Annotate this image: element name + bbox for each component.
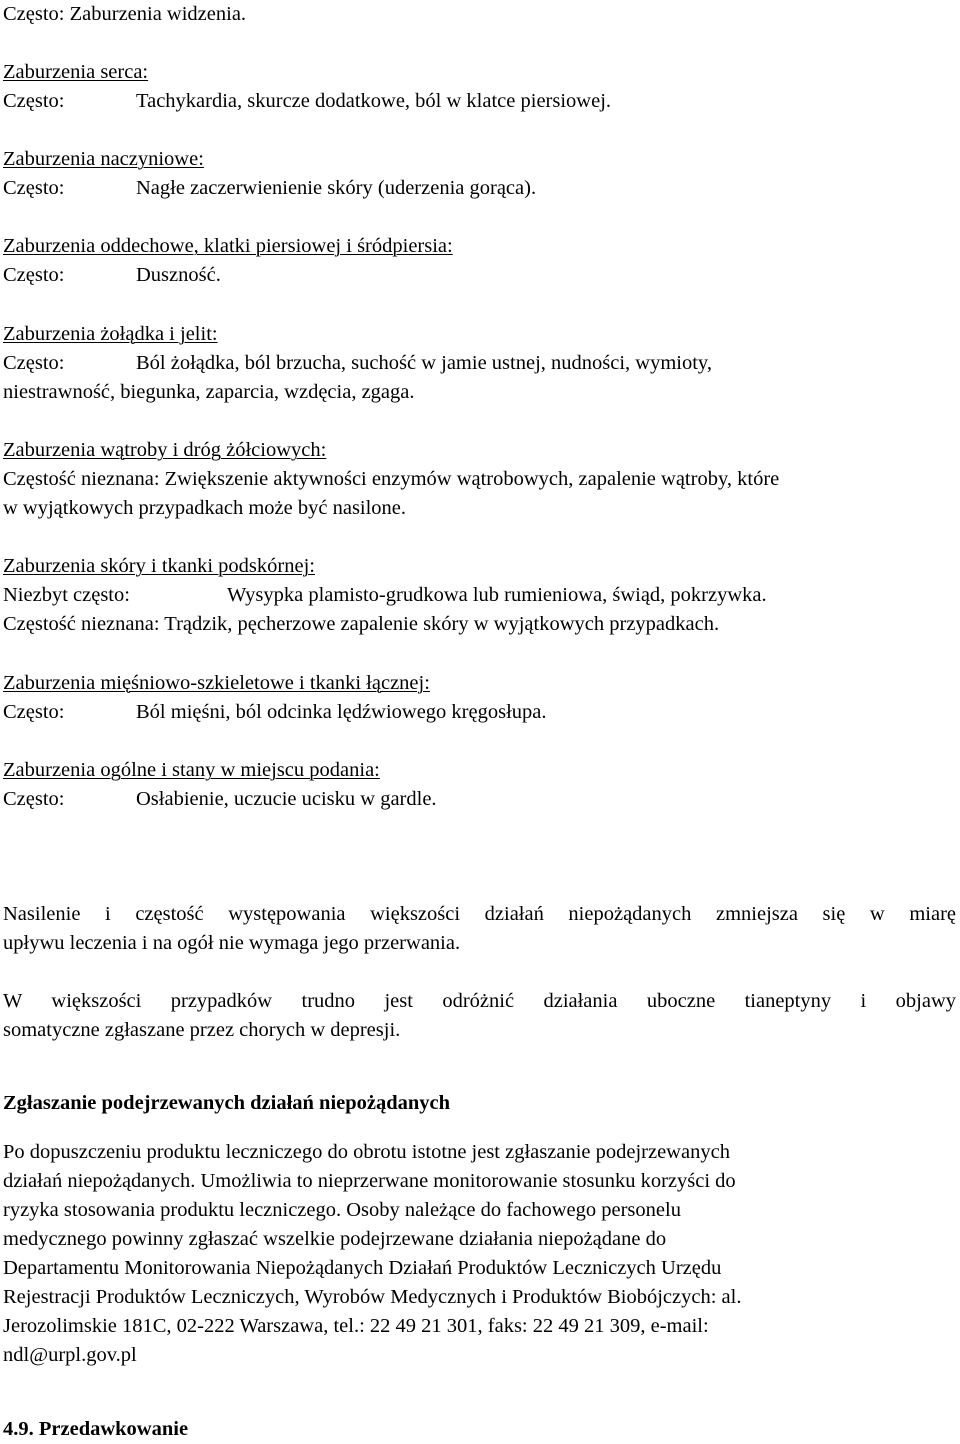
- frequency-line: [3, 698, 547, 727]
- reporting-heading: Zgłaszanie podejrzewanych działań niepożądanych: [3, 1092, 451, 1114]
- frequency-label: Często:: [3, 788, 65, 810]
- section-heading: Zaburzenia serca:: [3, 61, 149, 83]
- section-heading: Zaburzenia żołądka i jelit:: [3, 323, 218, 345]
- section-title: 4.9. Przedawkowanie: [3, 1418, 189, 1440]
- frequency-line: [3, 581, 767, 610]
- reporting-line: Departamentu Monitorowania Niepożądanych Działań Produktów Leczniczych Urzędu: [3, 1257, 722, 1279]
- paragraph-line: somatyczne zgłaszane przez chorych w depresji.: [3, 1019, 401, 1041]
- reporting-line: medycznego powinny zgłaszać wszelkie podejrzewane działania niepożądane do: [3, 1228, 667, 1250]
- frequency-text: Ból mięśni, ból odcinka lędźwiowego kręgosłupa.: [136, 701, 547, 723]
- frequency-label: Niezbyt często:: [3, 584, 130, 606]
- reporting-line: działań niepożądanych. Umożliwia to nieprzerwane monitorowanie stosunku korzyści do: [3, 1170, 736, 1192]
- section-heading: Zaburzenia mięśniowo-szkieletowe i tkanki łącznej:: [3, 672, 430, 694]
- reporting-line: Rejestracji Produktów Leczniczych, Wyrobów Medycznych i Produktów Biobójczych: al.: [3, 1286, 742, 1308]
- frequency-text-continued: niestrawność, biegunka, zaparcia, wzdęcia, zgaga.: [3, 381, 415, 403]
- email-text: ndl@urpl.gov.pl: [3, 1344, 137, 1366]
- frequency-line: [3, 261, 221, 290]
- frequency-text: Nagłe zaczerwienienie skóry (uderzenia gorąca).: [136, 177, 537, 199]
- paragraph-line: upływu leczenia i na ogół nie wymaga jego przerwania.: [3, 932, 461, 954]
- frequency-line: Często: Zaburzenia widzenia.: [3, 3, 247, 25]
- frequency-line: [3, 174, 536, 203]
- reporting-line: ryzyka stosowania produktu leczniczego. Osoby należące do fachowego personelu: [3, 1199, 681, 1221]
- frequency-label: Często:: [3, 701, 65, 723]
- frequency-text: Tachykardia, skurcze dodatkowe, ból w klatce piersiowej.: [136, 90, 612, 112]
- frequency-label: Często:: [3, 352, 65, 374]
- frequency-label: Często:: [3, 90, 65, 112]
- paragraph-line: W większości przypadków trudno jest odróżnić działania uboczne tianeptyny i objawy: [3, 990, 956, 1012]
- frequency-line: [3, 87, 611, 116]
- frequency-line: Częstość nieznana: Zwiększenie aktywności enzymów wątrobowych, zapalenie wątroby, które: [3, 468, 780, 490]
- frequency-text: Ból żołądka, ból brzucha, suchość w jamie ustnej, nudności, wymioty,: [136, 352, 712, 374]
- frequency-text-continued: w wyjątkowych przypadkach może być nasilone.: [3, 497, 407, 519]
- section-heading: Zaburzenia skóry i tkanki podskórnej:: [3, 555, 315, 577]
- frequency-text: Osłabienie, uczucie ucisku w gardle.: [136, 788, 437, 810]
- frequency-label: Często:: [3, 264, 65, 286]
- reporting-line: Po dopuszczeniu produktu leczniczego do obrotu istotne jest zgłaszanie podejrzewanych: [3, 1141, 730, 1163]
- section-heading: Zaburzenia wątroby i dróg żółciowych:: [3, 439, 327, 461]
- frequency-line: Częstość nieznana: Trądzik, pęcherzowe zapalenie skóry w wyjątkowych przypadkach.: [3, 613, 720, 635]
- frequency-line: [3, 349, 712, 378]
- reporting-line: Jerozolimskie 181C, 02-222 Warszawa, tel.: 22 49 21 301, faks: 22 49 21 309, e-mail:: [3, 1315, 709, 1337]
- section-heading: Zaburzenia ogólne i stany w miejscu podania:: [3, 759, 380, 781]
- frequency-label: Często:: [3, 177, 65, 199]
- frequency-text: Wysypka plamisto-grudkowa lub rumieniowa, świąd, pokrzywka.: [227, 584, 767, 606]
- section-heading: Zaburzenia naczyniowe:: [3, 148, 204, 170]
- frequency-line: [3, 785, 437, 814]
- paragraph-line: Nasilenie i częstość występowania większości działań niepożądanych zmniejsza się w miarę: [3, 903, 956, 925]
- section-heading: Zaburzenia oddechowe, klatki piersiowej i śródpiersia:: [3, 235, 453, 257]
- frequency-text: Duszność.: [136, 264, 221, 286]
